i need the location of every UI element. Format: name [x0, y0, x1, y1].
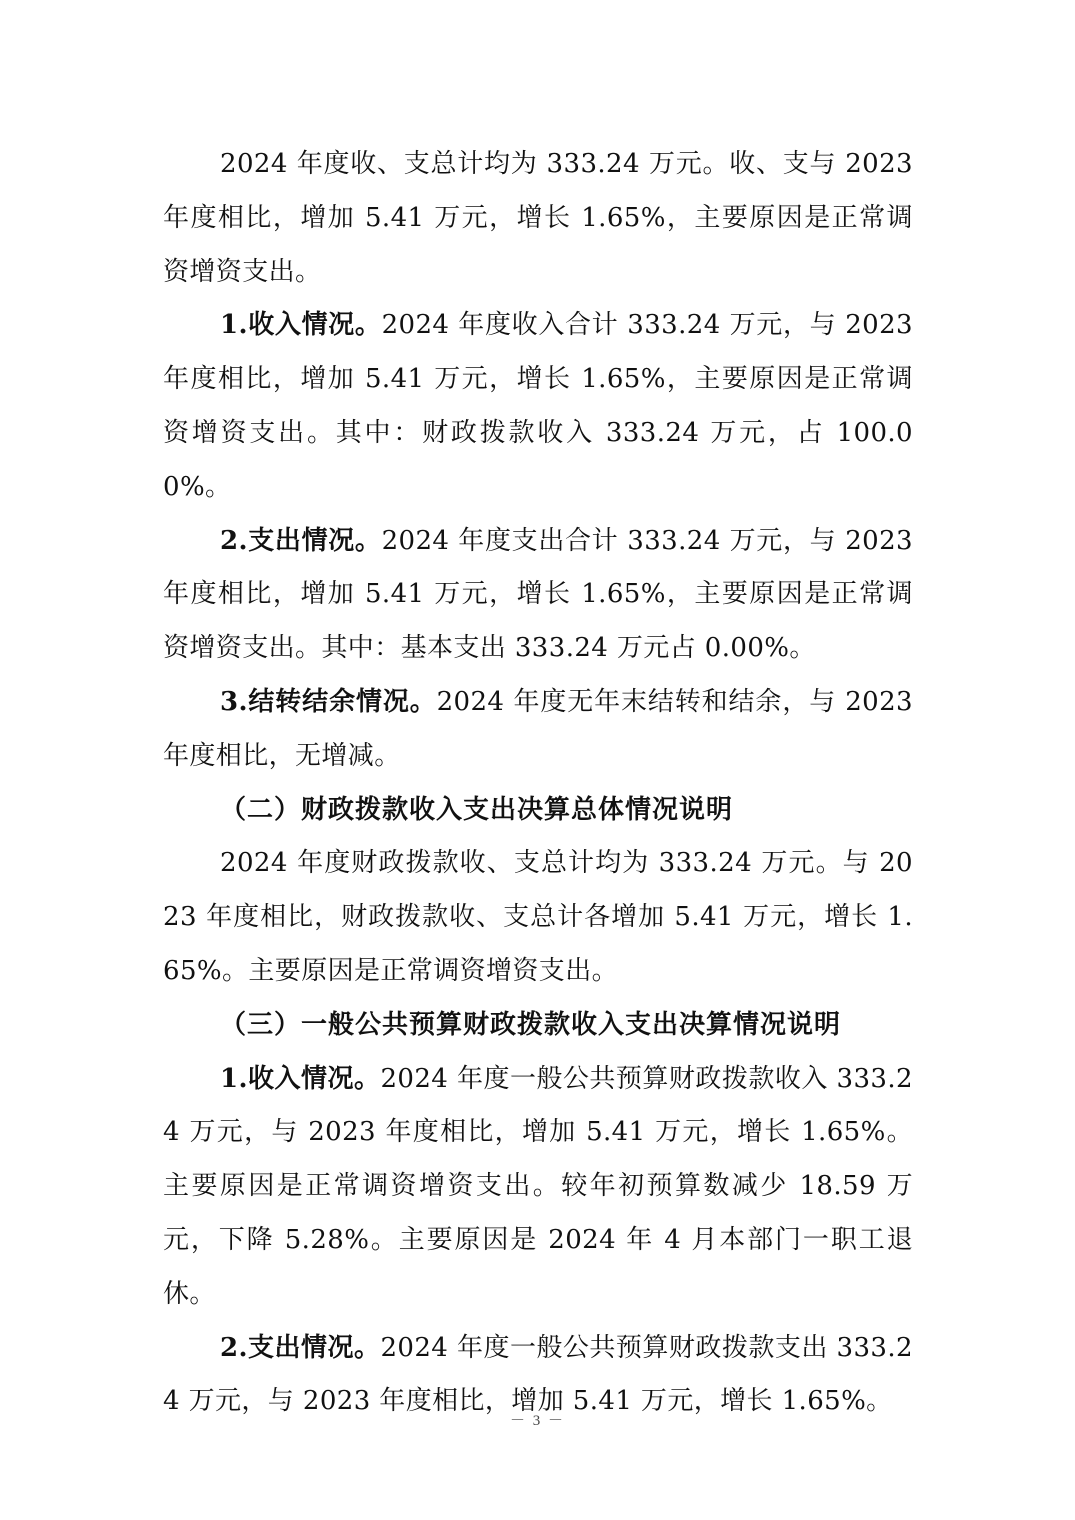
paragraph-lead: 2.支出情况。	[220, 1332, 381, 1363]
paragraph-general-budget-income	[163, 1053, 913, 1322]
paragraph-text: 2024 年度收入合计 333.24 万元，与 2023 年度相比，增加 5.41 万元，增长 1.65%，主要原因是正常调资增资支出。其中：财政拨款收入 333.24 万元，占 100.00%。	[163, 310, 913, 502]
paragraph-lead: 1.收入情况。	[220, 1063, 381, 1094]
paragraph-fiscal-appropriation: 2024 年度财政拨款收、支总计均为 333.24 万元。与 2023 年度相比，财政拨款收、支总计各增加 5.41 万元，增长 1.65%。主要原因是正常调资增资支出。	[163, 848, 913, 986]
section-heading-general-budget: （三）一般公共预算财政拨款收入支出决算情况说明	[220, 1009, 842, 1040]
paragraph-text: 2024 年度一般公共预算财政拨款支出 333.24 万元，与 2023 年度相比，增加 5.41 万元，增长 1.65%。	[163, 1332, 913, 1417]
paragraph-text: 2024 年度收、支总计均为 333.24 万元。收、支与 2023 年度相比，增加 5.41 万元，增长 1.65%，主要原因是正常调资增资支出。	[163, 149, 913, 287]
paragraph-text: 2024 年度无年末结转和结余，与 2023 年度相比，无增减。	[163, 686, 913, 771]
page-number: － 3 －	[509, 1413, 565, 1429]
document-body	[163, 138, 913, 1429]
paragraph-lead: 3.结转结余情况。	[220, 686, 437, 717]
paragraph-expenditure	[163, 515, 913, 676]
section-heading-fiscal-appropriation: （二）财政拨款收入支出决算总体情况说明	[220, 794, 734, 825]
paragraph-lead: 1.收入情况。	[220, 310, 382, 341]
paragraph-total-summary	[163, 138, 913, 299]
paragraph-carryover	[163, 676, 913, 784]
paragraph-income	[163, 299, 913, 514]
paragraph-lead: 2.支出情况。	[220, 525, 382, 556]
paragraph-text: 2024 年度支出合计 333.24 万元，与 2023 年度相比，增加 5.41 万元，增长 1.65%，主要原因是正常调资增资支出。其中：基本支出 333.24 万元占 0.00%。	[163, 525, 913, 664]
paragraph-text: 2024 年度一般公共预算财政拨款收入 333.24 万元，与 2023 年度相比，增加 5.41 万元，增长 1.65%。主要原因是正常调资增资支出。较年初预算数减少 18.59 万元，下降 5.28%。主要原因是 2024 年 4 月本部门一职工退休。	[163, 1063, 913, 1309]
